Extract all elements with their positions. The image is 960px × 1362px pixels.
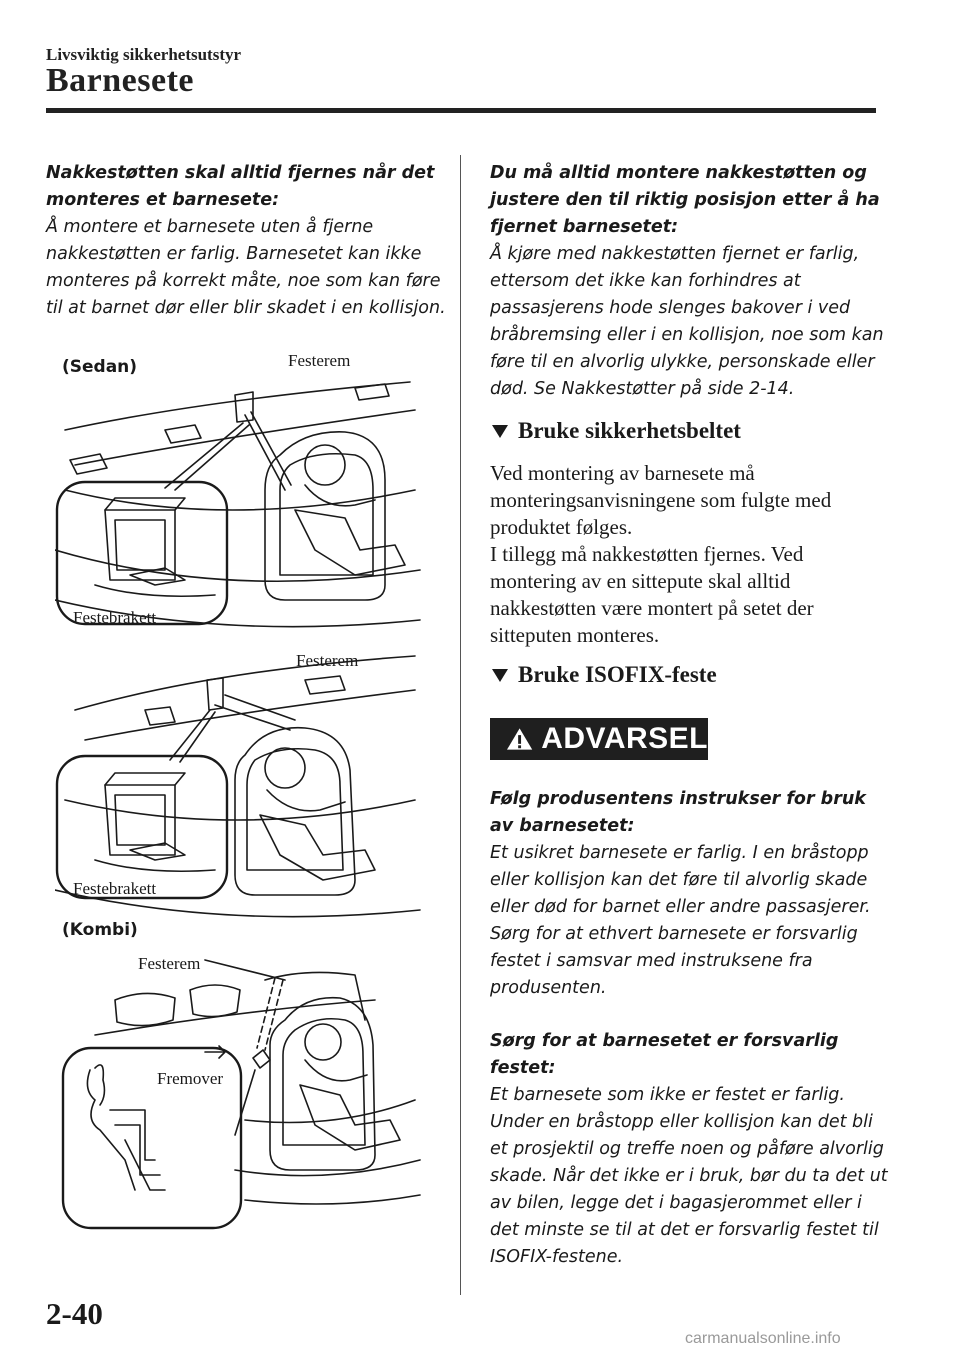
watermark: carmanualsonline.info	[685, 1330, 841, 1347]
right-warning-body: Å kjøre med nakkestøtten fjernet er farlig, ettersom det ikke kan forhindres at passasjerens hode slenges bakover i ved bråbremsing eller i en kollisjon, noe som kan føre til en alvorlig ulykke, personskade eller død. Se Nakkestøtter på side 2-14.	[490, 244, 884, 399]
column-divider	[460, 155, 461, 1295]
header-rule	[46, 108, 876, 113]
manufacturer-warning	[490, 786, 890, 1002]
secure-seat-warning-heading: Sørg for at barnesetet er forsvarlig festet:	[490, 1031, 839, 1078]
sedan-figure-2	[55, 656, 420, 917]
left-warning	[46, 160, 446, 322]
fig2-strap-label: Festerem	[296, 651, 359, 670]
manufacturer-warning-body: Et usikret barnesete er farlig. I en bråstopp eller kollisjon kan det føre til alvorlig skade eller død for barnet eller andre passasjerer. Sørg for at ethvert barnesete er forsvarlig festet i samsvar med instruksene fra produsenten.	[490, 843, 871, 998]
kombi-figure	[63, 960, 420, 1228]
triangle-bullet-icon	[492, 669, 508, 682]
sedan-label: (Sedan)	[62, 357, 138, 377]
right-warning-heading: Du må alltid montere nakkestøtten og justere den til riktig posisjon etter å ha fjernet barnesetet:	[490, 163, 880, 237]
isofix-heading-text: Bruke ISOFIX-feste	[518, 662, 717, 687]
page-title: Barnesete	[46, 62, 195, 99]
seatbelt-heading	[492, 418, 741, 444]
fig2-bracket-label: Festebrakett	[73, 879, 157, 898]
child-seat-illustrations	[55, 370, 425, 1260]
warning-triangle-icon	[506, 726, 533, 752]
page-number: 2-40	[46, 1296, 103, 1331]
seatbelt-body: Ved montering av barnesete må monteringsanvisningene som fulgte med produktet følges. I tillegg må nakkestøtten fjernes. Ved montering av en sittepute skal alltid nakkestøtten være montert på setet der sitteputen monteres.	[490, 461, 832, 647]
manufacturer-warning-heading: Følg produsentens instrukser for bruk av barnesetet:	[490, 789, 866, 836]
left-warning-body: Å montere et barnesete uten å fjerne nakkestøtten er farlig. Barnesetet kan ikke monteres på korrekt måte, noe som kan føre til at barnet dør eller blir skadet i en kollisjon.	[46, 217, 446, 318]
secure-seat-warning	[490, 1028, 890, 1271]
kombi-label: (Kombi)	[62, 920, 138, 940]
seatbelt-heading-text: Bruke sikkerhetsbeltet	[518, 418, 741, 443]
fig3-strap-label: Festerem	[138, 954, 201, 973]
warning-badge-label: ADVARSEL	[541, 722, 708, 755]
fig3-forward-label: Fremover	[157, 1069, 224, 1088]
right-warning	[490, 160, 890, 403]
left-warning-heading: Nakkestøtten skal alltid fjernes når det monteres et barnesete:	[46, 163, 435, 210]
section-label: Livsviktig sikkerhetsutstyr	[46, 45, 242, 64]
secure-seat-warning-body: Et barnesete som ikke er festet er farlig. Under en bråstopp eller kollisjon kan det bli et prosjektil og treffe noen og påføre alvorlig skade. Når det ikke er i bruk, bør du ta det ut av bilen, legge det i bagasjerommet eller i det minste se til at det er forsvarlig festet til ISOFIX-festene.	[490, 1085, 888, 1267]
sedan-figure	[55, 382, 420, 627]
triangle-bullet-icon	[492, 425, 508, 438]
warning-badge	[490, 718, 708, 760]
isofix-heading	[492, 662, 717, 688]
fig1-bracket-label: Festebrakett	[73, 608, 157, 627]
fig1-strap-label: Festerem	[288, 351, 351, 370]
